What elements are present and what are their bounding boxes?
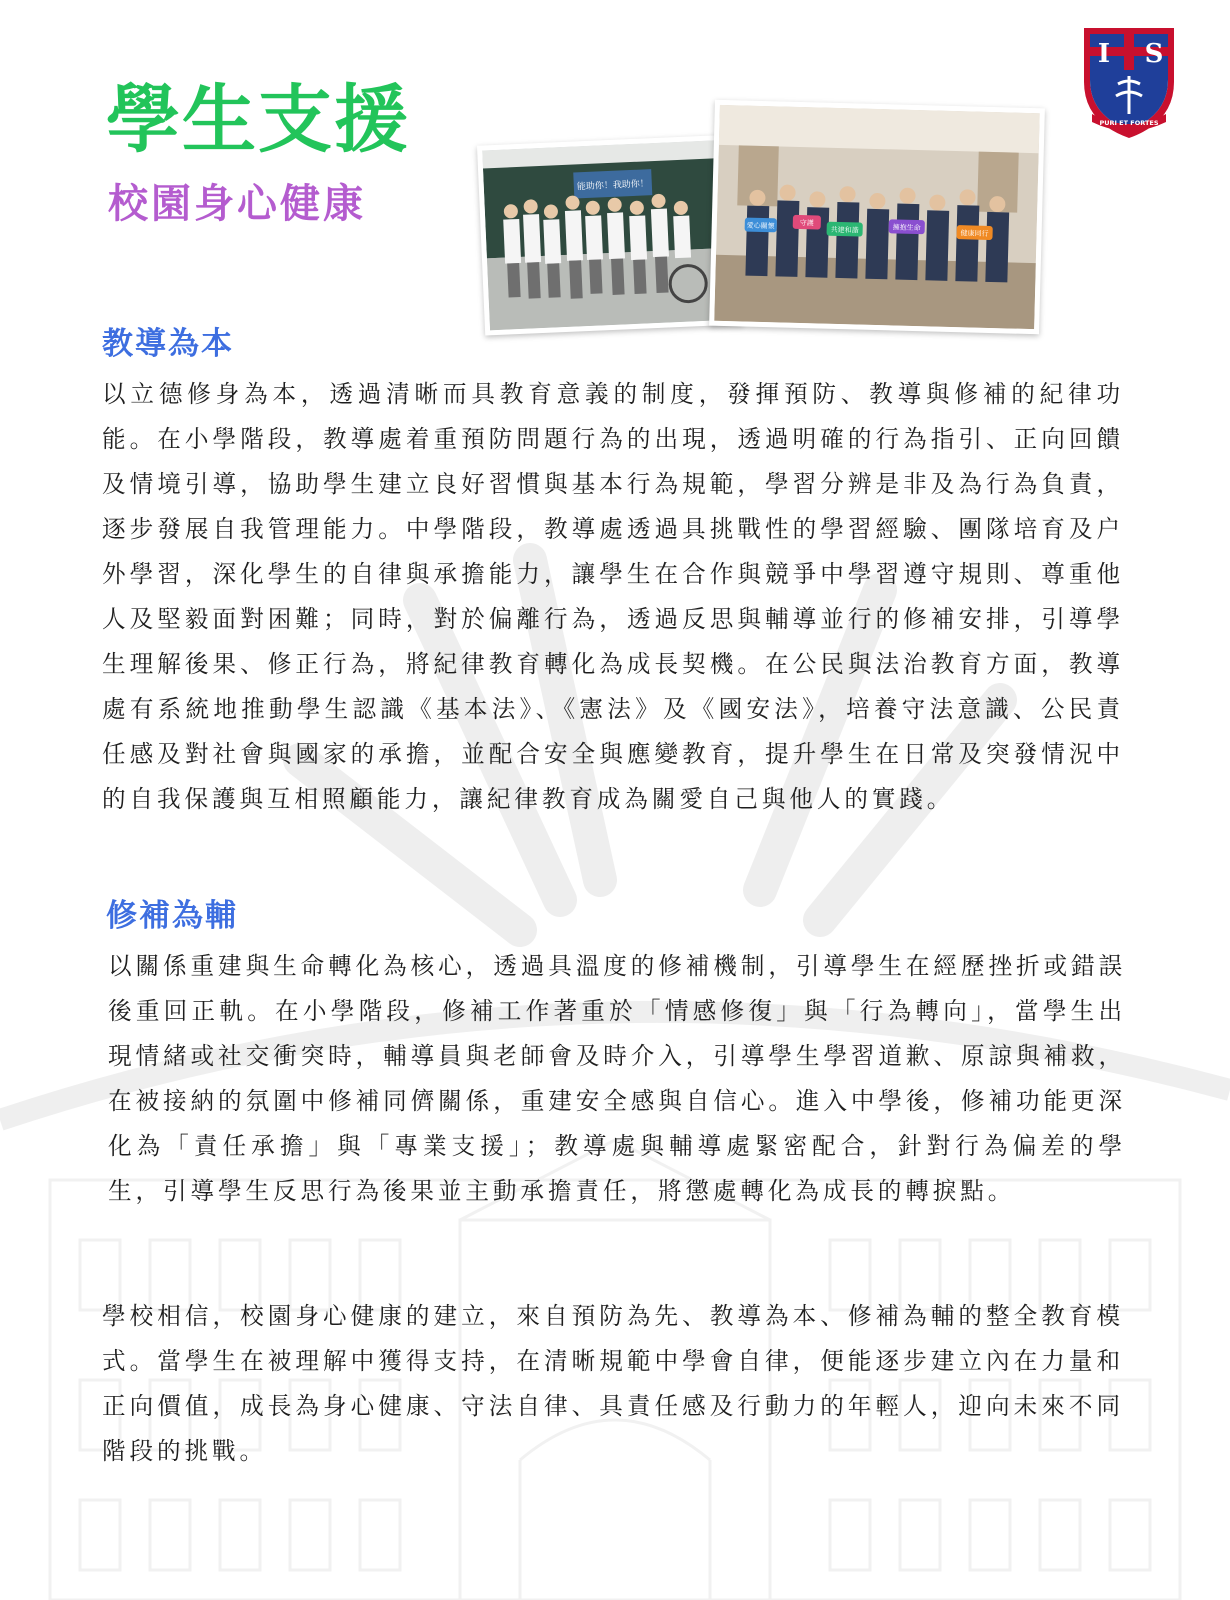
svg-text:能助你！我助你！: 能助你！我助你！ [576,179,650,193]
section-body-guidance: 以立德修身為本，透過清晰而具教育意義的制度，發揮預防、教導與修補的紀律功能。在小學階段，教導處着重預防問題行為的出現，透過明確的行為指引、正向回饋及情境引導，協助學生建立良好習慣與基本行為規範，學習分辨是非及為行為負責，逐步發展自我管理能力。中學階段，教導處透過具挑戰性的學習經驗、團隊培育及户外學習，深化學生的自律與承擔能力，讓學生在合作與競爭中學習遵守規則、尊重他人及堅毅面對困難；同時，對於偏離行為，透過反思與輔導並行的修補安排，引導學生理解後果、修正行為，將紀律教育轉化為成長契機。在公民與法治教育方面，教導處有系統地推動學生認識《基本法》、《憲法》及《國安法》，培養守法意識、公民責任感及對社會與國家的承擔，並配合安全與應變教育，提升學生在日常及突發情況中的自我保護與互相照顧能力，讓紀律教育成為關愛自己與他人的實踐。 [102,380,1124,813]
section-heading-guidance: 教導為本 [102,326,234,362]
section-heading-restoration: 修補為輔 [106,898,238,934]
school-crest-logo [1078,22,1180,140]
page-subtitle: 校園身心健康 [108,181,366,227]
closing-paragraph: 學校相信，校園身心健康的建立，來自預防為先、教導為本、修補為輔的整全教育模式。當學生在被理解中獲得支持，在清晰規範中學會自律，便能逐步建立內在力量和正向價值，成長為身心健康、守法自律、具責任感及行動力的年輕人，迎向未來不同階段的挑戰。 [102,1302,1124,1465]
svg-text:PURI ET FORTES: PURI ET FORTES [1099,119,1159,127]
svg-text:共建和諧: 共建和諧 [830,225,859,235]
svg-text:健康同行: 健康同行 [960,229,989,238]
section-body-restoration: 以關係重建與生命轉化為核心，透過具溫度的修補機制，引導學生在經歷挫折或錯誤後重回正軌。在小學階段，修補工作著重於「情感修復」與「行為轉向」，當學生出現情緒或社交衝突時，輔導員與老師會及時介入，引導學生學習道歉、原諒與補救，在被接納的氛圍中修補同儕關係，重建安全感與自信心。進入中學後，修補功能更深化為「責任承擔」與「專業支援」；教導處與輔導處緊密配合，針對行為偏差的學生，引導學生反思行為後果並主動承擔責任，將懲處轉化為成長的轉捩點。 [108,952,1126,1205]
svg-text:I: I [1097,39,1111,69]
svg-text:擁抱生命: 擁抱生命 [892,223,921,233]
svg-text:愛心關懷: 愛心關懷 [746,221,775,231]
page-title: 學生支援 [106,77,410,163]
photo-hall-event [709,100,1045,335]
svg-text:守護: 守護 [799,218,814,228]
photo-classroom-students [477,134,743,335]
svg-text:S: S [1144,39,1164,69]
